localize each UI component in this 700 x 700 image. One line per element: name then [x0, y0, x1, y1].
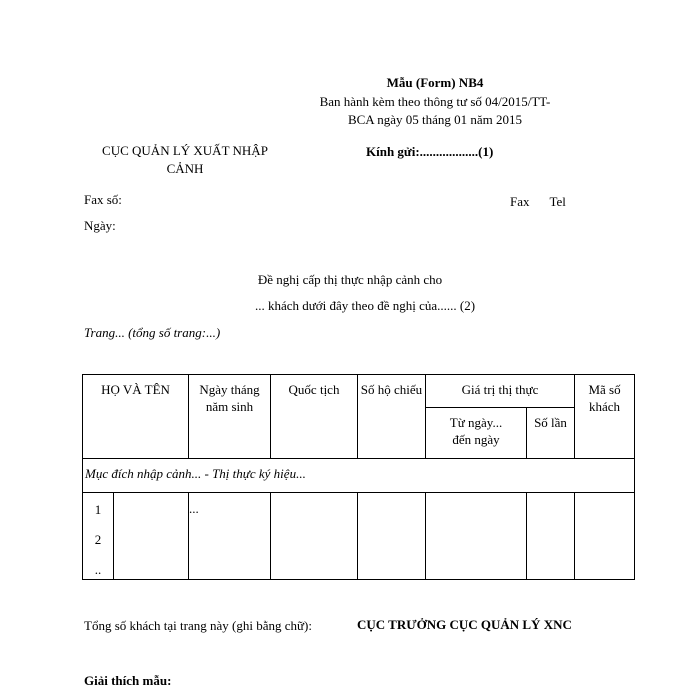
header-full-name: HỌ VÀ TÊN: [83, 375, 189, 459]
total-guests-label: Tổng số khách tại trang này (ghi bằng chữ):: [84, 618, 312, 633]
date-label: Ngày:: [84, 218, 116, 233]
fax-tel-labels: [510, 194, 586, 210]
header-dob-line2: năm sinh: [205, 399, 254, 414]
header-date-of-birth: [189, 375, 271, 459]
fax-label: Fax: [510, 194, 530, 209]
purpose-row: Mục đích nhập cảnh... - Thị thực ký hiệu...: [83, 459, 635, 493]
name-cell: [83, 493, 189, 580]
guest-table: [82, 374, 635, 580]
agency-line1: CỤC QUẢN LÝ XUẤT NHẬP: [102, 143, 268, 158]
header-entries: Số lần: [527, 408, 575, 459]
request-line-2: ... khách dưới đây theo đề nghị của...... (2): [254, 298, 476, 313]
guest-code-cell: [575, 493, 635, 580]
row-number-column: [83, 493, 114, 579]
header-guest-code-line2: khách: [588, 399, 621, 414]
header-guest-code: [575, 375, 635, 459]
row-number: 2: [94, 532, 102, 547]
header-from-to-date: [426, 408, 527, 459]
header-passport-number: Số hộ chiếu: [358, 375, 426, 459]
issuing-agency: [85, 142, 285, 178]
header-visa-validity: Giá trị thị thực: [426, 375, 575, 408]
row-number: ..: [94, 562, 102, 577]
fax-number-label: Fax số:: [84, 192, 122, 207]
form-title: Mẫu (Form) NB4: [386, 75, 484, 90]
from-to-cell: [426, 493, 527, 580]
form-basis-line1: Ban hành kèm theo thông tư số 04/2015/TT-: [319, 94, 551, 109]
header-guest-code-line1: Mã số: [588, 382, 621, 397]
request-line-1: Đề nghị cấp thị thực nhập cảnh cho: [257, 272, 443, 287]
passport-cell: [358, 493, 426, 580]
tel-label: Tel: [549, 194, 566, 209]
explanation-heading: Giải thích mẫu:: [84, 673, 172, 688]
recipient-line: Kính gửi:..................(1): [366, 144, 494, 159]
entries-cell: [527, 493, 575, 580]
header-nationality: Quốc tịch: [271, 375, 358, 459]
header-from-line: Từ ngày...: [449, 415, 503, 430]
agency-line2: CẢNH: [166, 161, 204, 176]
form-basis-line2: BCA ngày 05 tháng 01 năm 2015: [347, 112, 523, 127]
nationality-cell: [271, 493, 358, 580]
director-title: CỤC TRƯỞNG CỤC QUẢN LÝ XNC: [357, 617, 572, 632]
page-note: Trang... (tổng số trang:...): [84, 325, 221, 340]
header-dob-line1: Ngày tháng: [199, 382, 260, 397]
name-entry: [114, 493, 188, 579]
dob-cell: ...: [189, 493, 271, 580]
header-to-line: đến ngày: [452, 432, 500, 447]
form-basis: [300, 93, 570, 129]
row-number: 1: [94, 502, 102, 517]
